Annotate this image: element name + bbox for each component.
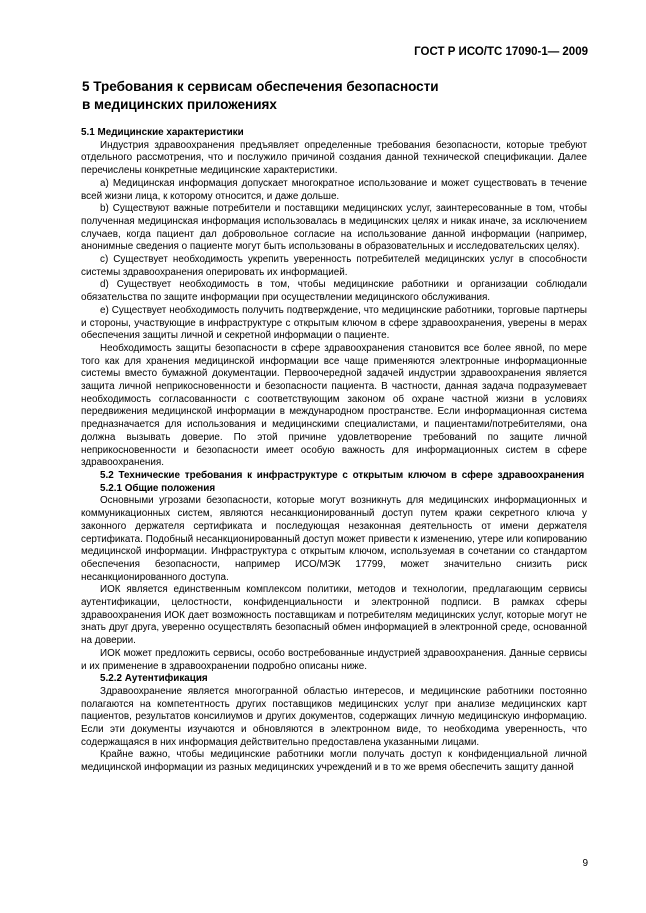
list-item-c: с) Существует необходимость укрепить уверенность потребителей медицинских услуг в способности системы здравоохранения оперировать их информацией.: [81, 254, 587, 278]
subsection-heading-5-2-1: 5.2.1 Общие положения: [100, 482, 216, 494]
list-item-a: а) Медицинская информация допускает многократное использование и может существовать в течение всей жизни лица, к которому относится, и даже дольше.: [81, 177, 587, 202]
paragraph: Индустрия здравоохранения предъявляет определенные требования безопасности, которые требуют отдельного рассмотрения, что и послужило причиной создания данной технической спецификации. Далее перечислены конкретные медицинские характеристики.: [81, 139, 587, 177]
paragraph: Основными угрозами безопасности, которые могут возникнуть для медицинских информационных и коммуникационных систем, являются несанкционированный доступ путем кражи секретного ключа у законного держателя сертификата и последующая незаконная деятельность от имени держателя сертификата. Подобный несанкционированный доступ может привести к изменению, утере или копированию медицинской информации. Инфраструктура с открытым ключом, используемая в сочетании со стандартом обеспечения безопасности, например ИСО/МЭК 17799, может значительно снизить риск несанкционированного доступа.: [81, 495, 587, 583]
paragraph: ИОК является единственным комплексом политики, методов и технологии, предлагающим сервисы аутентификации, целостности, конфиденциальности и электронной подписи. В рамках сферы здравоохранения ИОК дает возможность поставщикам и потребителям медицинских услуг, которые могут не знать друг друга, уверенно осуществлять безопасный обмен информацией в электронной среде, основанной на доверии.: [81, 584, 587, 647]
paragraph: Необходимость защиты безопасности в сфере здравоохранения становится все более явной, по мере того как для хранения медицинской информации все чаще применяются электронные информационные системы вместо бумажной документации. Первоочередной задачей индустрии здравоохранения является защита личной неприкосновенности и безопасности пациента. В частности, данная задача подразумевает необходимость согласованности с соответствующим законом об охране частной жизни в условиях передвижения медицинской информации в международном пространстве. Если информационная система предназначается для использования и медицинскими специалистами, и пациентами/потребителями, она должна вызывать доверие. По этой причине удовлетворение требований по защите личной неприкосновенности и безопасности имеет особую важность для информационных систем в сфере здравоохранения.: [81, 342, 587, 469]
list-item-e: е) Существует необходимость получить подтверждение, что медицинские работники, торговые партнеры и стороны, участвующие в инфраструктуре с открытым ключом в сфере здравоохранения, уверены в мерах обеспечения защиты личной и секретной информации о пациенте.: [81, 304, 587, 342]
subsection-heading-5-2: 5.2 Технические требования к инфраструктуре с открытым ключом в сфере здравоохранения: [100, 469, 585, 481]
section-title: [82, 78, 582, 113]
subsection-heading-5-2-2: 5.2.2 Аутентификация: [100, 673, 208, 685]
list-item-b: b) Существуют важные потребители и поставщики медицинских услуг, заинтересованные в том, чтобы полученная медицинская информация использовалась в медицинских целях и никак иначе, за исключением случаев, когда пациент дал добровольное согласие на использование данной информации (например, анонимные сведения о пациенте могут быть использованы в образовательных и исследовательских целях).: [81, 203, 587, 253]
page-number: 9: [582, 858, 588, 869]
paragraph: ИОК может предложить сервисы, особо востребованные индустрией здравоохранения. Данные сервисы и их применение в здравоохранении подробно описаны ниже.: [81, 647, 587, 672]
subsection-heading-5-1: 5.1 Медицинские характеристики: [81, 127, 244, 138]
section-title-line-1: 5 Требования к сервисам обеспечения безопасности: [82, 79, 439, 94]
standard-header: ГОСТ Р ИСО/ТС 17090-1— 2009: [414, 46, 588, 58]
list-item-d: d) Существует необходимость в том, чтобы медицинские работники и организации соблюдали обязательства по защите информации при осуществлении медицинского обслуживания.: [81, 279, 587, 304]
paragraph: Крайне важно, чтобы медицинские работники могли получать доступ к конфиденциальной личной медицинской информации из разных медицинских учреждений и в то же время обеспечить защиту данной: [81, 749, 587, 774]
paragraph: Здравоохранение является многогранной областью интересов, и медицинские работники постоянно полагаются на компетентность других поставщиков медицинских услуг при анализе медицинских карт пациентов, результатов консилиумов и других документов, содержащих личную медицинскую информацию. Если эти документы изучаются и обновляются в электронном виде, то необходима уверенность, что содержащаяся в них информация действительно предоставлена указанными лицами.: [81, 685, 587, 748]
section-title-line-2: в медицинских приложениях: [82, 96, 277, 112]
document-body: [81, 127, 587, 775]
